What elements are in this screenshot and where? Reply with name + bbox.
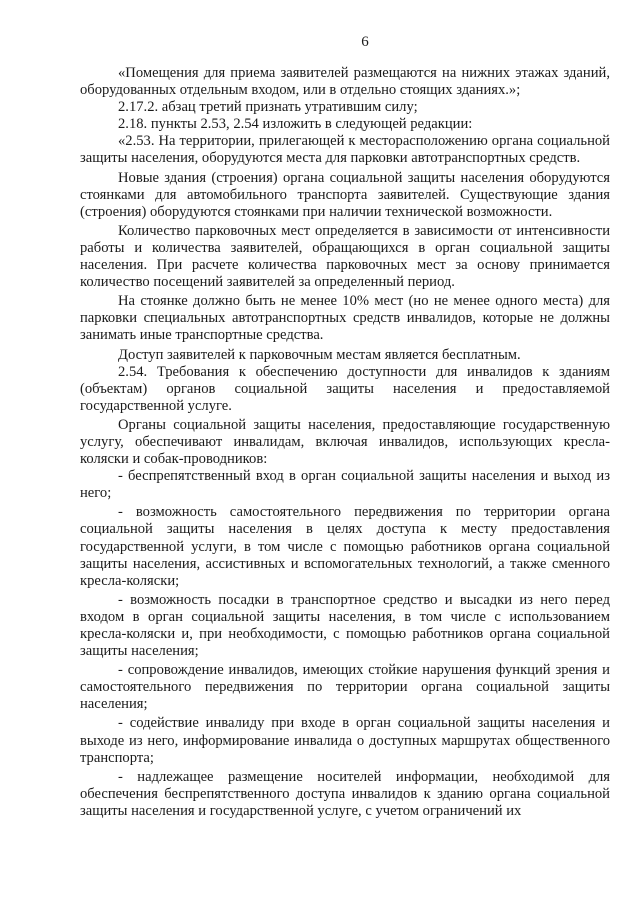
paragraph: 2.17.2. абзац третий признать утратившим силу; xyxy=(118,99,418,116)
paragraph: Органы социальной защиты населения, предоставляющие государственную услугу, обеспечивают инвалидам, включая инвалидов, использующих кресла-коляски и собак-проводников: xyxy=(80,416,610,468)
document-body xyxy=(80,65,610,820)
list-item: - сопровождение инвалидов, имеющих стойкие нарушения функций зрения и самостоятельного передвижения по территории органа социальной защиты населения; xyxy=(80,662,610,713)
list-item: - возможность самостоятельного передвижения по территории органа социальной защиты населения в целях доступа к месту предоставления государственной услуги, в том числе с помощью работников органа социальной защиты населения, ассистивных и вспомогательных технологий, а также сменного кресла-коляски; xyxy=(80,504,610,589)
paragraph: «Помещения для приема заявителей размещаются на нижних этажах зданий, оборудованных отдельным входом, или в отдельно стоящих зданиях.»; xyxy=(80,65,610,99)
page-number: 6 xyxy=(361,34,369,50)
paragraph: 2.54. Требования к обеспечению доступности для инвалидов к зданиям (объектам) органов социальной защиты населения и предоставляемой государственной услуге. xyxy=(80,363,610,414)
list-item: - содействие инвалиду при входе в орган социальной защиты населения и выходе из него, информирование инвалида о доступных маршрутах общественного транспорта; xyxy=(80,715,610,766)
paragraph: 2.18. пункты 2.53, 2.54 изложить в следующей редакции: xyxy=(118,116,473,133)
paragraph: «2.53. На территории, прилегающей к месторасположению органа социальной защиты населения, оборудуются места для парковки автотранспортных средств. xyxy=(80,133,610,167)
paragraph: Количество парковочных мест определяется в зависимости от интенсивности работы и количества заявителей, обращающихся в орган социальной защиты населения. При расчете количества парковочных мест за основу принимается количество посещений заявителей за определенный период. xyxy=(80,222,610,291)
list-item: - возможность посадки в транспортное средство и высадки из него перед входом в орган социальной защиты населения, в том числе с использованием кресла-коляски и, при необходимости, с помощью работников органа социальной защиты населения; xyxy=(80,591,610,660)
list-item: - беспрепятственный вход в орган социальной защиты населения и выход из него; xyxy=(80,468,610,502)
paragraph: Доступ заявителей к парковочным местам является бесплатным. xyxy=(118,346,521,363)
paragraph: Новые здания (строения) органа социальной защиты населения оборудуются стоянками для автомобильного транспорта заявителей. Существующие здания (строения) оборудуются стоянками при наличии технической возможности. xyxy=(80,169,610,220)
list-item: - надлежащее размещение носителей информации, необходимой для обеспечения беспрепятственного доступа инвалидов к зданию органа социальной защиты населения и государственной услуге, с учетом ограничений их xyxy=(80,768,610,819)
paragraph: На стоянке должно быть не менее 10% мест (но не менее одного места) для парковки специальных автотранспортных средств инвалидов, которые не должны занимать иные транспортные средства. xyxy=(80,293,610,344)
